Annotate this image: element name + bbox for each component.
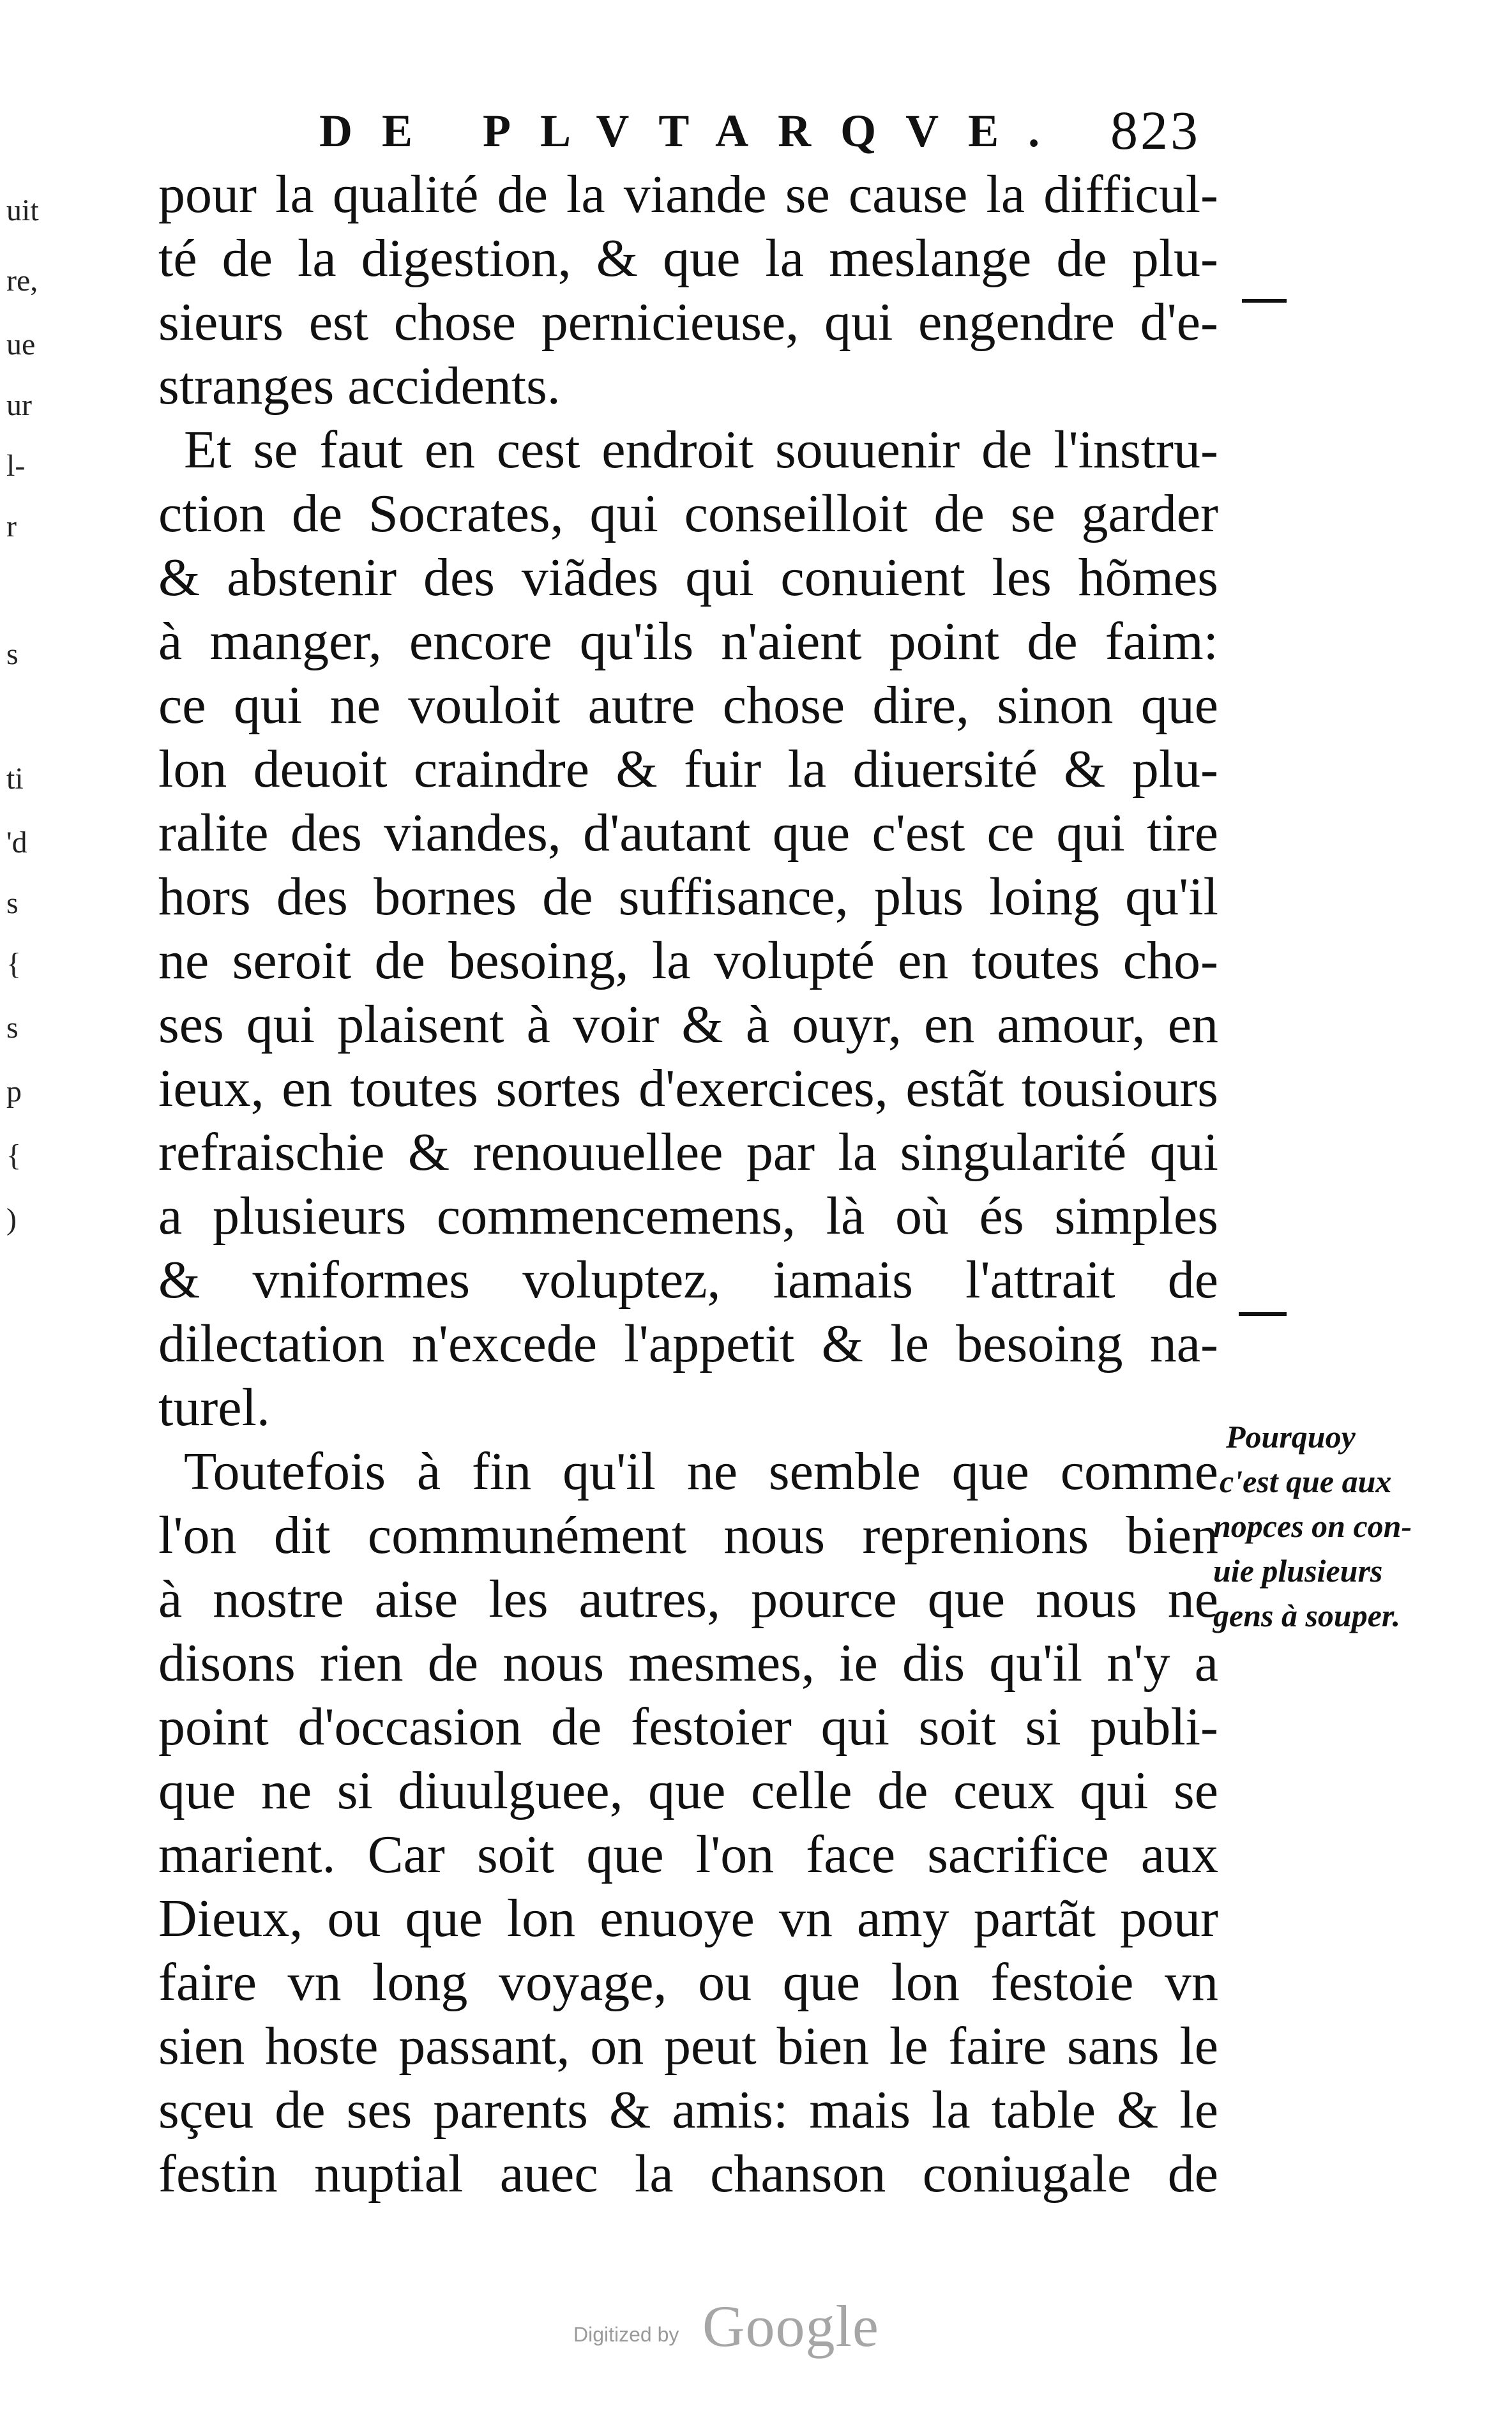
edge-mark: ue [6, 328, 36, 361]
text-line: point d'occasion de festoier qui soit si publi- [158, 1697, 1218, 1757]
text-line: ses qui plaisent à voir & à ouyr, en amour, en [158, 995, 1218, 1054]
text-line: Toutefois à fin qu'il ne semble que comme [184, 1442, 1218, 1501]
edge-mark: s [6, 1011, 19, 1045]
margin-dash [1239, 1312, 1287, 1316]
text-line: sien hoste passant, on peut bien le faire sans le [158, 2016, 1218, 2076]
text-line: sçeu de ses parents & amis: mais la table & le [158, 2080, 1218, 2140]
text-line: que ne si diuulguee, que celle de ceux qui se [158, 1761, 1218, 1820]
text-line: & vniformes voluptez, iamais l'attrait de [158, 1250, 1218, 1310]
margin-note-line: uie plusieurs [1213, 1553, 1383, 1589]
edge-mark: l- [6, 449, 26, 483]
text-line: à nostre aise les autres, pource que nous ne [158, 1569, 1218, 1629]
running-title: DE PLVTARQVE. [319, 105, 1070, 156]
edge-mark: 'd [6, 826, 27, 859]
text-line: à manger, encore qu'ils n'aient point de faim: [158, 612, 1218, 671]
digitizer-watermark [568, 2292, 900, 2359]
text-line: l'on dit communément nous reprenions bien [158, 1506, 1218, 1565]
edge-mark: { [6, 947, 22, 981]
margin-note-line: Pourquoy [1226, 1419, 1356, 1455]
edge-mark: r [6, 510, 17, 543]
text-line: hors des bornes de suffisance, plus loing qu'il [158, 867, 1218, 926]
running-head [306, 96, 1200, 166]
edge-mark: ur [6, 388, 32, 422]
edge-mark: p [6, 1075, 22, 1108]
edge-mark: s [6, 886, 19, 920]
edge-mark: s [6, 637, 19, 671]
text-line: festin nuptial auec la chanson coniugale de [158, 2144, 1218, 2204]
margin-note-line: gens à souper. [1213, 1598, 1401, 1633]
text-line: a plusieurs commencemens, là où és simples [158, 1186, 1218, 1246]
edge-mark: ) [6, 1202, 17, 1236]
margin-note-line: c'est que aux [1220, 1463, 1392, 1499]
edge-mark: re, [6, 264, 38, 298]
text-line: pour la qualité de la viande se cause la difficul- [158, 165, 1218, 224]
watermark-prefix: Digitized by [573, 2323, 679, 2346]
text-line: disons rien de nous mesmes, ie dis qu'il n'y a [158, 1633, 1218, 1693]
edge-mark: ti [6, 762, 24, 796]
edge-mark: uit [6, 193, 39, 227]
text-line: Dieux, ou que lon enuoye vn amy partãt pour [158, 1889, 1218, 1948]
text-line: faire vn long voyage, ou que lon festoie vn [158, 1953, 1218, 2012]
text-line: ne seroit de besoing, la volupté en toutes cho- [158, 931, 1218, 990]
text-line: ieux, en toutes sortes d'exercices, estãt tousiours [158, 1059, 1218, 1118]
text-line: dilectation n'excede l'appetit & le besoing na- [158, 1314, 1218, 1373]
text-line: té de la digestion, & que la meslange de plu- [158, 229, 1218, 288]
page-number: 823 [1110, 100, 1200, 161]
margin-note-line: nopces on con- [1213, 1508, 1412, 1544]
text-line: marient. Car soit que l'on face sacrifice aux [158, 1825, 1218, 1884]
text-line: ce qui ne vouloit autre chose dire, sinon que [158, 676, 1218, 735]
text-line: & abstenir des viãdes qui conuient les hõmes [158, 548, 1218, 607]
text-line: refraischie & renouuellee par la singularité qui [158, 1123, 1218, 1182]
text-line: turel. [158, 1378, 270, 1437]
text-line: Et se faut en cest endroit souuenir de l'instru- [184, 420, 1218, 480]
edge-mark: { [6, 1138, 22, 1172]
text-line: sieurs est chose pernicieuse, qui engendre d'e- [158, 292, 1218, 352]
text-line: stranges accidents. [158, 356, 561, 416]
text-line: lon deuoit craindre & fuir la diuersité & plu- [158, 739, 1218, 799]
margin-dash [1242, 299, 1287, 303]
watermark-logo: Google [702, 2294, 879, 2359]
text-line: ralite des viandes, d'autant que c'est ce qui tire [158, 803, 1218, 863]
text-line: ction de Socrates, qui conseilloit de se garder [158, 484, 1218, 543]
